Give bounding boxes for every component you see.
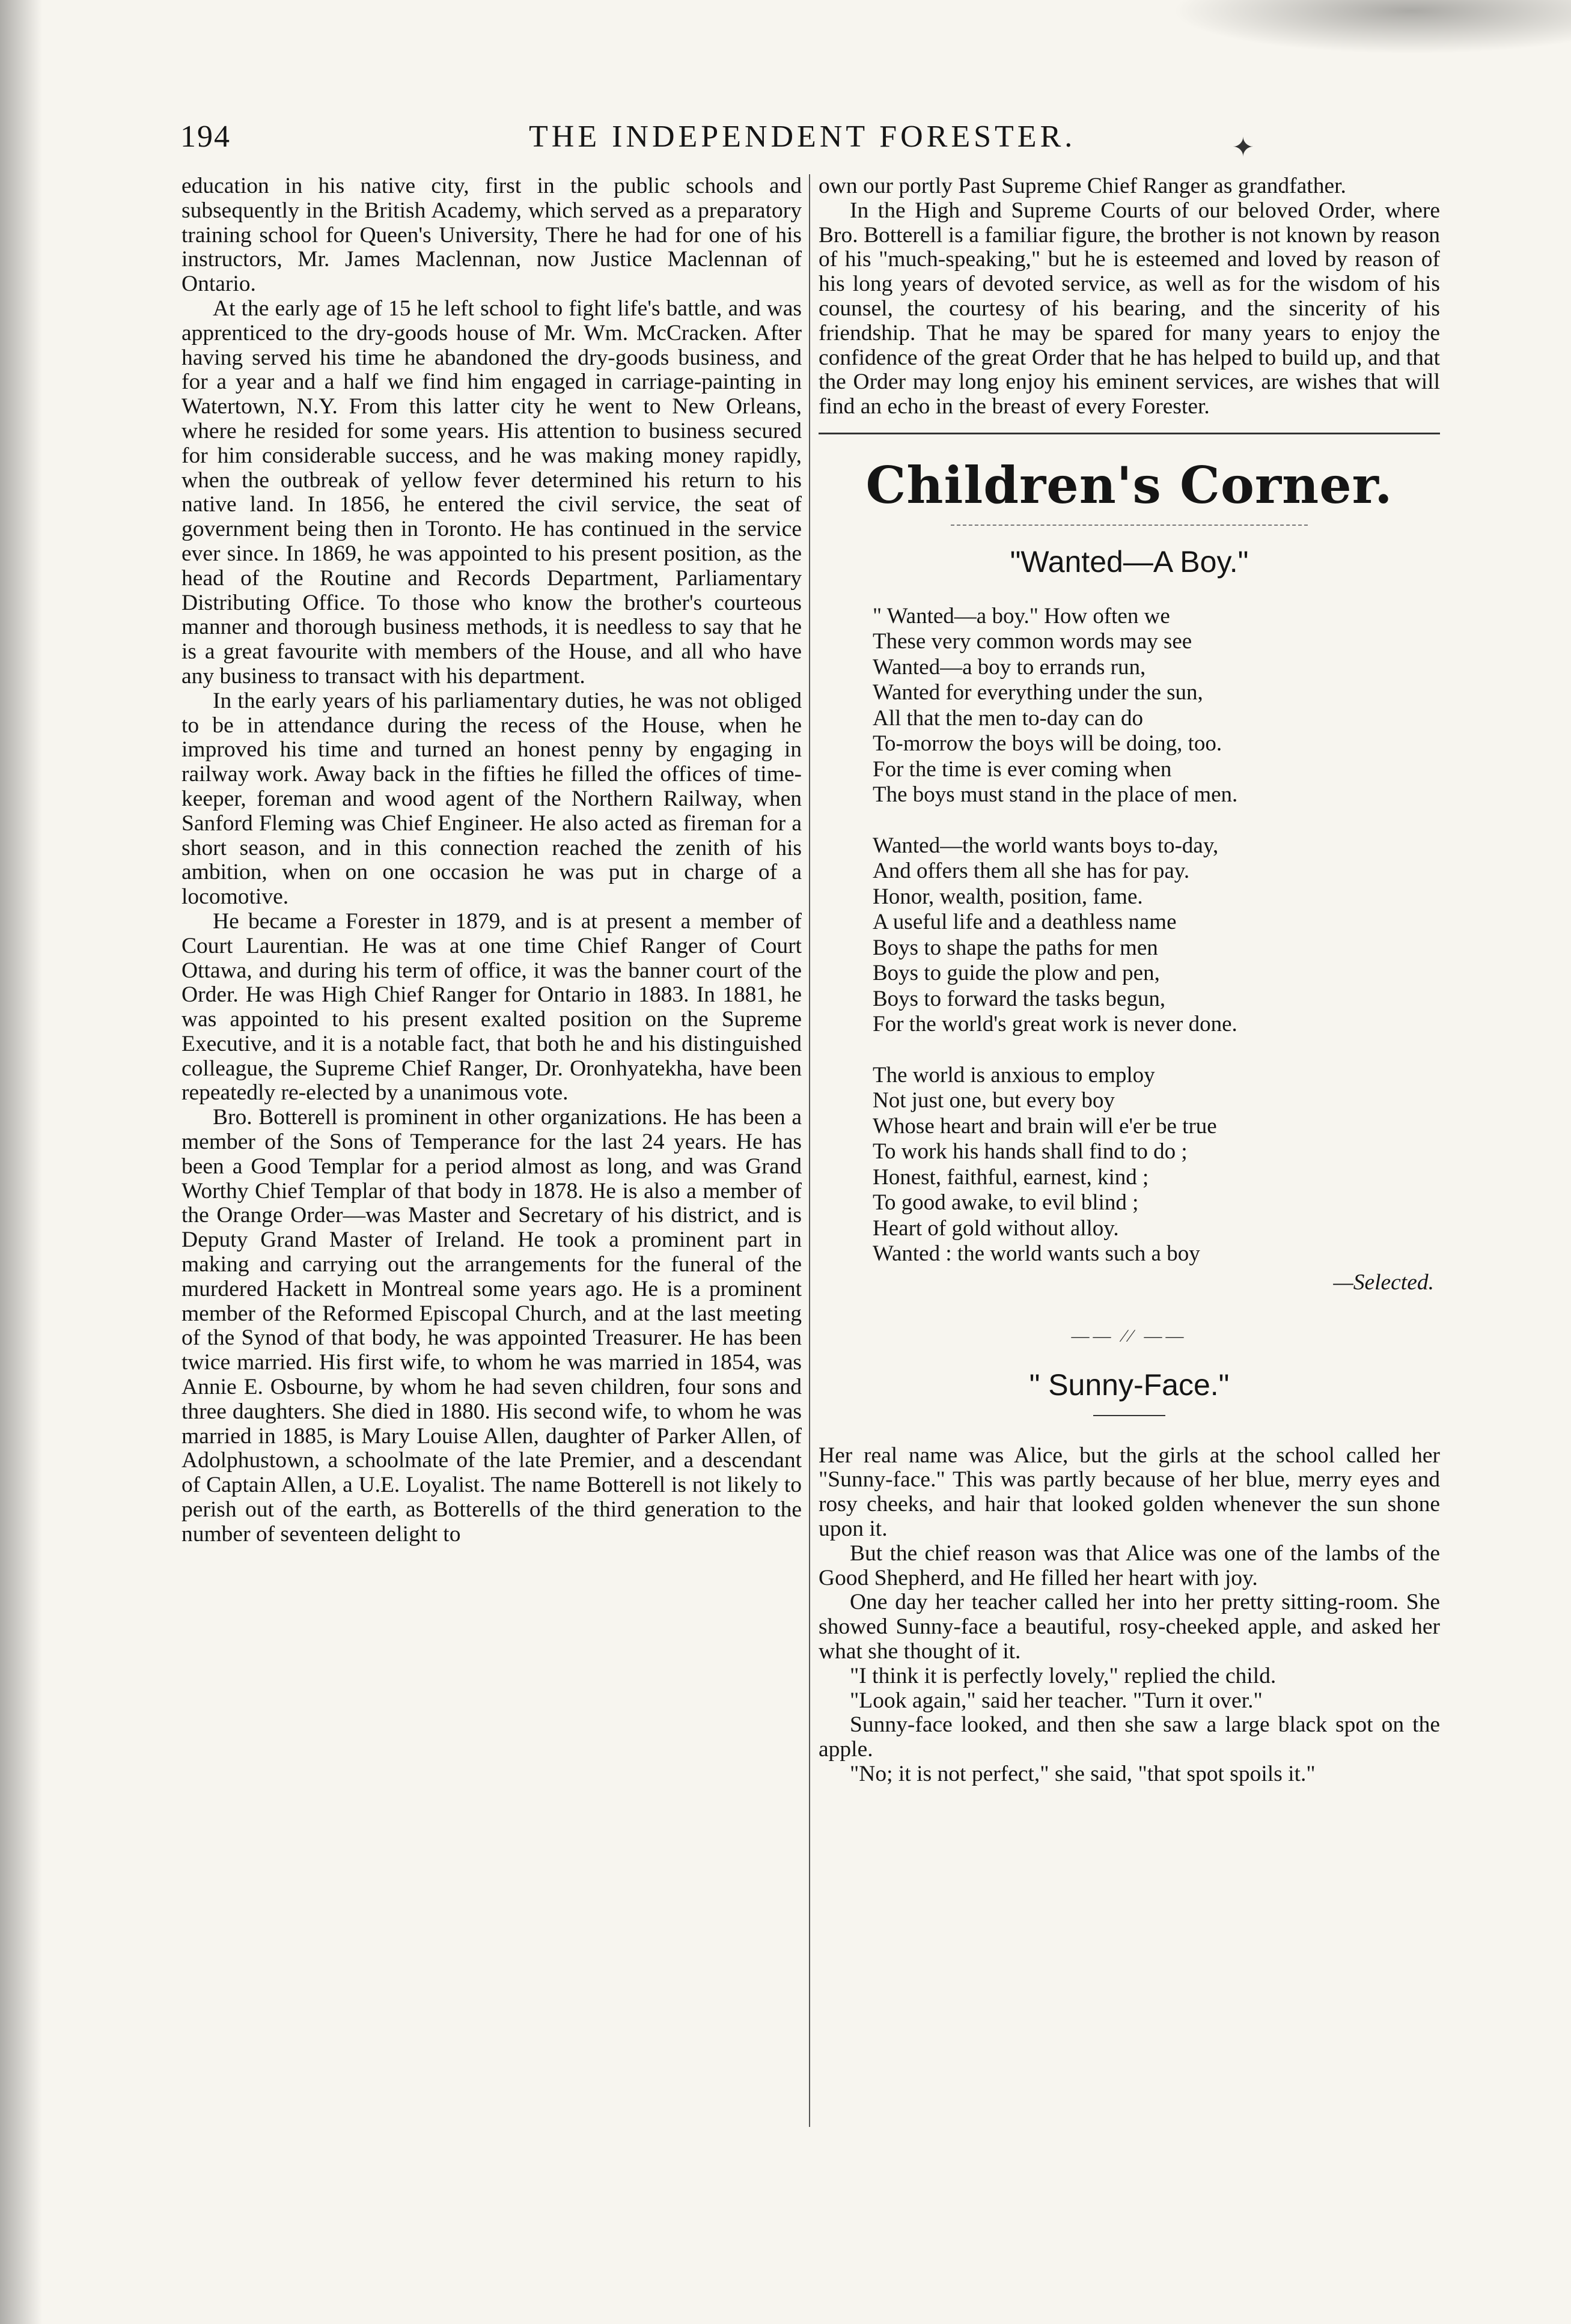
- poem-line: Wanted—a boy to errands run,: [873, 654, 1146, 680]
- poem-line: Boys to forward the tasks begun,: [873, 986, 1166, 1011]
- paragraph: own our portly Past Supreme Chief Ranger as grandfather.: [819, 174, 1346, 198]
- poem-line: Boys to guide the plow and pen,: [873, 961, 1160, 986]
- scan-edge-shadow: [0, 0, 42, 2324]
- paragraph: Bro. Botterell is prominent in other organizations. He has been a member of the Sons of Temperance for the last 24 years. He has been a Good Templar for a period almost as long, and was Grand Worthy Chief Templar of that body in 1878. He is also a member of the Orange Order—was Master and Secretary of his district, and is Deputy Grand Master of Ireland. He took a prominent part in making and carrying out the arrangements for the funeral of the murdered Hackett in Montreal some years ago. He is a prominent member of the Reformed Episcopal Church, and at the last meeting of the Synod of that body, he was appointed Treasurer. He has been twice married. His first wife, to whom he was married in 1854, was Annie E. Osbourne, by whom he had seven children, four sons and three daughters. She died in 1880. His second wife, to whom he was married in 1885, is Mary Louise Allen, daughter of Parker Allen, of Adolphustown, a schoolmate of the late Premier, and a descendant of Captain Allen, a U.E. Loyalist. The name Botterell is not likely to perish out of the earth, as Botterells of the third generation to the number of seventeen delight to: [182, 1105, 802, 1547]
- paragraph: "Look again," said her teacher. "Turn it over.": [850, 1688, 1263, 1713]
- paragraph: "No; it is not perfect," she said, "that spot spoils it.": [850, 1761, 1316, 1786]
- poem-line: Honor, wealth, position, fame.: [873, 884, 1143, 909]
- poem-attribution: —Selected.: [1333, 1270, 1434, 1295]
- poem-stanza: [873, 604, 1440, 808]
- poem-line: To-morrow the boys will be doing, too.: [873, 731, 1222, 756]
- poem-line: Honest, faithful, earnest, kind ;: [873, 1164, 1149, 1190]
- column-divider: [809, 174, 810, 2127]
- paragraph: In the High and Supreme Courts of our beloved Order, where Bro. Botterell is a familiar figure, the brother is not known by reason of his "much-speaking," but he is esteemed and loved by reason of his long years of devoted service, as well as for the wisdom of his counsel, the courtesy of his bearing, and the sincerity of his friendship. That he may be spared for many years to enjoy the confidence of the great Order that he has helped to build up, and that the Order may long enjoy his eminent services, are wishes that will find an echo in the breast of every Forester.: [819, 198, 1440, 419]
- poem-line: To good awake, to evil blind ;: [873, 1190, 1139, 1215]
- page-number: 194: [180, 120, 231, 154]
- poem-line: Heart of gold without alloy.: [873, 1215, 1119, 1241]
- poem-stanza: [873, 1063, 1440, 1267]
- poem-line: The world is anxious to employ: [873, 1062, 1155, 1087]
- paragraph: Sunny-face looked, and then she saw a large black spot on the apple.: [819, 1712, 1440, 1762]
- section-title: Children's Corner.: [865, 455, 1393, 515]
- poem-line: Wanted : the world wants such a boy: [873, 1241, 1200, 1267]
- right-column: [819, 174, 1440, 1787]
- poem-line: And offers them all she has for pay.: [873, 859, 1190, 884]
- poem-line: Not just one, but every boy: [873, 1088, 1115, 1113]
- poem-line: Boys to shape the paths for men: [873, 935, 1158, 960]
- section-divider: [819, 433, 1440, 434]
- paragraph: "I think it is perfectly lovely," replied the child.: [850, 1663, 1277, 1688]
- poem: [873, 604, 1440, 1295]
- paragraph: At the early age of 15 he left school to fight life's battle, and was apprenticed to the dry-goods house of Mr. Wm. McCracken. After having served his time he abandoned the dry-goods business, and for a year and a half we find him engaged in carriage-painting in Watertown, N.Y. From this latter city he went to New Orleans, where he resided for some years. His attention to business secured for him considerable success, and he was making money rapidly, when the outbreak of yellow fever determined his return to his native land. In 1856, he entered the civil service, the seat of government being then in Toronto. He has continued in the service ever since. In 1869, he was appointed to his present position, as the head of the Routine and Records Department, Parliamentary Distributing Office. To those who know the brother's courteous manner and thorough business methods, it is needless to say that he is a great favourite with members of the House, and all who have any business to transact with his department.: [182, 296, 802, 689]
- story: [819, 1444, 1440, 1787]
- poem-line: The boys must stand in the place of men.: [873, 782, 1238, 808]
- poem-title: "Wanted—A Boy.": [1010, 544, 1249, 579]
- poem-line: For the time is ever coming when: [873, 756, 1172, 782]
- poem-line: Wanted for everything under the sun,: [873, 680, 1203, 705]
- title-underline: [1093, 1415, 1165, 1416]
- story-title: " Sunny-Face.": [1029, 1367, 1230, 1402]
- paragraph: Her real name was Alice, but the girls at the school called her "Sunny-face." This was partly because of her blue, merry eyes and rosy cheeks, and hair that looked golden whenever the sun shone upon it.: [819, 1443, 1440, 1541]
- paragraph: One day her teacher called her into her pretty sitting-room. She showed Sunny-face a beautiful, rosy-cheeked apple, and asked her what she thought of it.: [819, 1590, 1440, 1664]
- title-underline: [951, 525, 1308, 526]
- ornament-icon: ✦: [1232, 133, 1254, 162]
- poem-line: " Wanted—a boy." How often we: [873, 603, 1170, 628]
- paragraph: education in his native city, first in the public schools and subsequently in the British Academy, which served as a preparatory training school for Queen's University, There he had for one of his instructors, Mr. James Maclennan, now Justice Maclennan of Ontario.: [182, 174, 802, 297]
- poem-stanza: [873, 833, 1440, 1038]
- poem-line: All that the men to-day can do: [873, 705, 1144, 731]
- left-column: [182, 174, 802, 1547]
- paragraph: He became a Forester in 1879, and is at present a member of Court Laurentian. He was at one time Chief Ranger of Court Ottawa, and during his term of office, it was the banner court of the Order. He was High Chief Ranger for Ontario in 1883. In 1881, he was appointed to his present exalted position on the Supreme Executive, and it is a notable fact, that both he and his distinguished colleague, the Supreme Chief Ranger, Dr. Oronhyatekha, have been repeatedly re-elected by a unanimous vote.: [182, 908, 802, 1106]
- separator-ornament: —— ⁄⁄ ——: [1071, 1325, 1188, 1346]
- poem-line: Whose heart and brain will e'er be true: [873, 1113, 1217, 1139]
- running-head: THE INDEPENDENT FORESTER.: [529, 120, 1076, 154]
- paragraph: In the early years of his parliamentary duties, he was not obliged to be in attendance during the recess of the House, when he improved his time and turned an honest penny by engaging in railway work. Away back in the fifties he filled the offices of time-keeper, foreman and wood agent of the Northern Railway, when Sanford Fleming was Chief Engineer. He also acted as fireman for a short season, and in this connection reached the zenith of his ambition, when on one occasion he was put in charge of a locomotive.: [182, 688, 802, 910]
- poem-line: A useful life and a deathless name: [873, 910, 1177, 935]
- poem-line: Wanted—the world wants boys to-day,: [873, 833, 1219, 858]
- poem-line: To work his hands shall find to do ;: [873, 1139, 1188, 1164]
- page-header: [180, 108, 1412, 174]
- paragraph: But the chief reason was that Alice was one of the lambs of the Good Shepherd, and He filled her heart with joy.: [819, 1541, 1440, 1590]
- scan-corner-damage: [1172, 0, 1571, 54]
- poem-line: For the world's great work is never done.: [873, 1012, 1237, 1037]
- poem-line: These very common words may see: [873, 629, 1192, 654]
